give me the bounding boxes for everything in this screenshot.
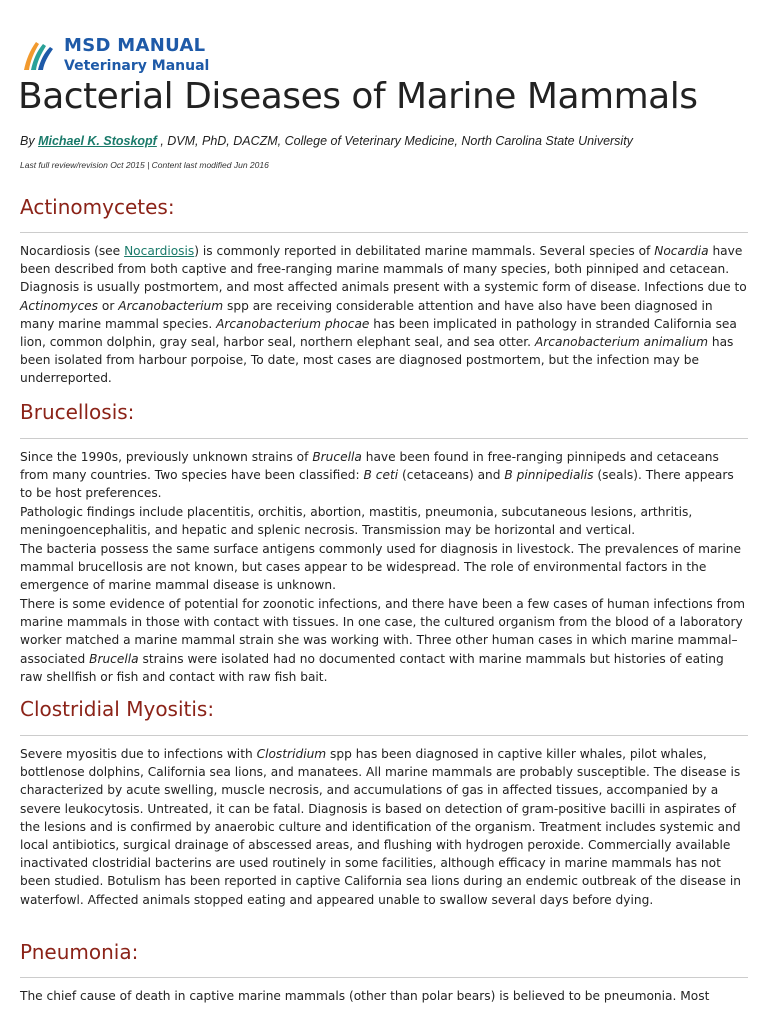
review-date: Last full review/revision Oct 2015 | Content last modified Jun 2016: [20, 160, 269, 170]
byline: [20, 134, 633, 148]
paragraph-actinomycetes: Nocardiosis (see Nocardiosis) is commonly reported in debilitated marine mammals. Several species of Nocardia have been described from both captive and free-ranging marine mammals of many species, both pinniped and cetacean. Diagnosis is usually postmortem, and most affected animals present with a systemic form of disease. Infections due to Actinomyces or Arcanobacterium spp are receiving considerable attention and have also have been diagnosed in many marine mammal species. Arcanobacterium phocae has been implicated in pathology in stranded California sea lion, common dolphin, gray seal, harbor seal, northern elephant seal, and sea otter. Arcanobacterium animalium has been isolated from harbour porpoise, To date, most cases are diagnosed postmortem, but the infection may be underreported.: [20, 244, 747, 386]
section-title-pneumonia: Pneumonia:: [20, 940, 139, 964]
page-title: Bacterial Diseases of Marine Mammals: [18, 76, 698, 117]
msd-logo-icon: [20, 34, 58, 74]
paragraph-brucellosis-3: The bacteria possess the same surface antigens commonly used for diagnosis in livestock. The prevalences of marine mammal brucellosis are not known, but cases appear to be widespread. The role of environmental factors in the emergence of marine mammal disease is unknown.: [20, 542, 742, 593]
nocardiosis-link[interactable]: Nocardiosis: [124, 244, 195, 258]
section-title-clostridial-myositis: Clostridial Myositis:: [20, 697, 215, 721]
section-title-brucellosis: Brucellosis:: [20, 400, 135, 424]
section-title-actinomycetes: Actinomycetes:: [20, 195, 175, 219]
author-credentials: , DVM, PhD, DACZM, College of Veterinary Medicine, North Carolina State University: [156, 134, 633, 148]
section-divider: [20, 438, 748, 439]
logo-subtitle: Veterinary Manual: [64, 58, 210, 74]
section-divider: [20, 977, 748, 978]
paragraph-brucellosis-4: There is some evidence of potential for zoonotic infections, and there have been a few cases of human infections from marine mammals in those with contact with tissues. In one case, the cultured organism from the blood of a laboratory worker matched a marine mammal strain she was working with. Three other human cases in which marine mammal–associated Brucella strains were isolated had no documented contact with marine mammals but histories of eating raw shellfish or fish and contact with raw fish bait.: [20, 597, 745, 684]
paragraph-brucellosis-1: Since the 1990s, previously unknown strains of Brucella have been found in free-ranging pinnipeds and cetaceans from many countries. Two species have been classified: B ceti (cetaceans) and B pinnipedialis (seals). There appears to be host preferences.: [20, 450, 734, 501]
paragraph-clostridial-myositis: Severe myositis due to infections with Clostridium spp has been diagnosed in captive killer whales, pilot whales, bottlenose dolphins, California sea lions, and manatees. All marine mammals are probably susceptible. The disease is characterized by acute swelling, muscle necrosis, and accumulations of gas in affected tissues, accompanied by a severe leukocytosis. Untreated, it can be fatal. Diagnosis is based on detection of gram-positive bacilli in aspirates of the lesions and is confirmed by anaerobic culture and identification of the organism. Treatment includes systemic and local antibiotics, surgical drainage of abscessed areas, and flushing with hydrogen peroxide. Commercially available inactivated clostridial bacterins are used routinely in some facilities, although efficacy in marine mammals has not been studied. Botulism has been reported in captive California sea lions during an endemic outbreak of the disease in waterfowl. Affected animals stopped eating and appeared unable to swallow several days before dying.: [20, 747, 741, 907]
author-link[interactable]: Michael K. Stoskopf: [38, 134, 157, 148]
section-divider: [20, 735, 748, 736]
logo-brand-name: MSD MANUAL: [64, 35, 206, 56]
paragraph-pneumonia: The chief cause of death in captive marine mammals (other than polar bears) is believed to be pneumonia. Most: [20, 989, 710, 1003]
msd-manual-logo[interactable]: [20, 34, 209, 74]
paragraph-brucellosis-2: Pathologic findings include placentitis, orchitis, abortion, mastitis, pneumonia, subcutaneous lesions, arthritis, meningoencephalitis, and hepatic and splenic necrosis. Transmission may be horizontal and vertical.: [20, 505, 693, 538]
section-divider: [20, 232, 748, 233]
byline-prefix: By: [20, 134, 39, 148]
